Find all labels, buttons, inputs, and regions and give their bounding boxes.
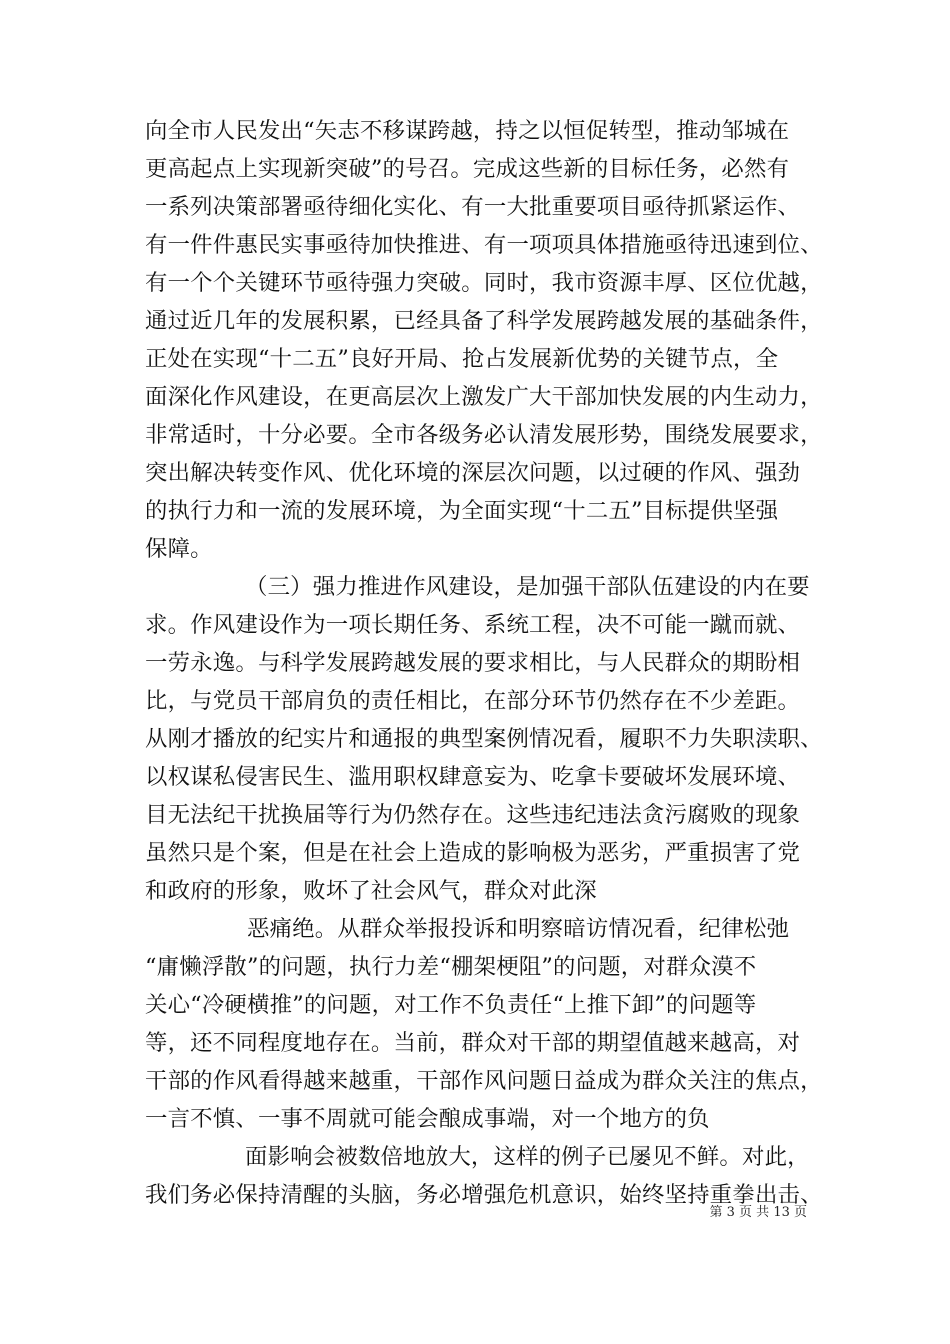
body-text-line: 面深化作风建设，在更高层次上激发广大干部加快发展的内生动力，: [145, 384, 823, 410]
body-text-line: 正处在实现“十二五”良好开局、抢占发展新优势的关键节点，全: [145, 346, 779, 372]
body-text-line: “庸懒浮散”的问题，执行力差“棚架梗阻”的问题，对群众漠不: [145, 954, 757, 980]
body-text-line: 虽然只是个案，但是在社会上造成的影响极为恶劣，严重损害了党: [145, 840, 801, 866]
page-number-footer: 第 3 页 共 13 页: [709, 1205, 807, 1220]
body-text-line: 保障。: [145, 536, 213, 562]
body-text-line: 突出解决转变作风、优化环境的深层次问题，以过硬的作风、强劲: [145, 460, 801, 486]
body-text-line: 有一件件惠民实事亟待加快推进、有一项项具体措施亟待迅速到位、: [145, 232, 823, 258]
body-text-line: 一系列决策部署亟待细化实化、有一大批重要项目亟待抓紧运作、: [145, 194, 801, 220]
body-text-line: 一言不慎、一事不周就可能会酿成事端，对一个地方的负: [145, 1106, 710, 1132]
body-text-line: 我们务必保持清醒的头脑，务必增强危机意识，始终坚持重拳出击、: [145, 1182, 823, 1208]
body-text-line: 干部的作风看得越来越重，干部作风问题日益成为群众关注的焦点，: [145, 1068, 823, 1094]
body-text-line: 比，与党员干部肩负的责任相比，在部分环节仍然存在不少差距。: [145, 688, 801, 714]
body-text-line: 求。作风建设作为一项长期任务、系统工程，决不可能一蹴而就、: [145, 612, 801, 638]
body-text-line: 目无法纪干扰换届等行为仍然存在。这些违纪违法贪污腐败的现象: [145, 802, 801, 828]
body-text-line: 关心“冷硬横推”的问题，对工作不负责任“上推下卸”的问题等: [145, 992, 757, 1018]
body-text-line: 通过近几年的发展积累，已经具备了科学发展跨越发展的基础条件，: [145, 308, 823, 334]
body-text-line: 一劳永逸。与科学发展跨越发展的要求相比，与人民群众的期盼相: [145, 650, 801, 676]
body-text-line: 非常适时，十分必要。全市各级务必认清发展形势，围绕发展要求，: [145, 422, 823, 448]
body-text-line: 恶痛绝。从群众举报投诉和明察暗访情况看，纪律松弛: [247, 916, 790, 942]
body-text-line: 以权谋私侵害民生、滥用职权肆意妄为、吃拿卡要破坏发展环境、: [145, 764, 801, 790]
body-text-line: 更高起点上实现新突破”的号召。完成这些新的目标任务，必然有: [145, 156, 790, 182]
section-heading-line: （三）强力推进作风建设，是加强干部队伍建设的内在要: [245, 574, 810, 600]
body-text-line: 等，还不同程度地存在。当前，群众对干部的期望值越来越高，对: [145, 1030, 801, 1056]
body-text-line: 从刚才播放的纪实片和通报的典型案例情况看，履职不力失职渎职、: [145, 726, 823, 752]
body-text-line: 有一个个关键环节亟待强力突破。同时，我市资源丰厚、区位优越，: [145, 270, 823, 296]
body-text-line: 面影响会被数倍地放大，这样的例子已屡见不鲜。对此，: [245, 1144, 810, 1170]
body-text-line: 向全市人民发出“矢志不移谋跨越，持之以恒促转型，推动邹城在: [145, 118, 790, 144]
body-text-line: 的执行力和一流的发展环境，为全面实现“十二五”目标提供坚强: [145, 498, 779, 524]
body-text-line: 和政府的形象，败坏了社会风气，群众对此深: [145, 878, 597, 904]
